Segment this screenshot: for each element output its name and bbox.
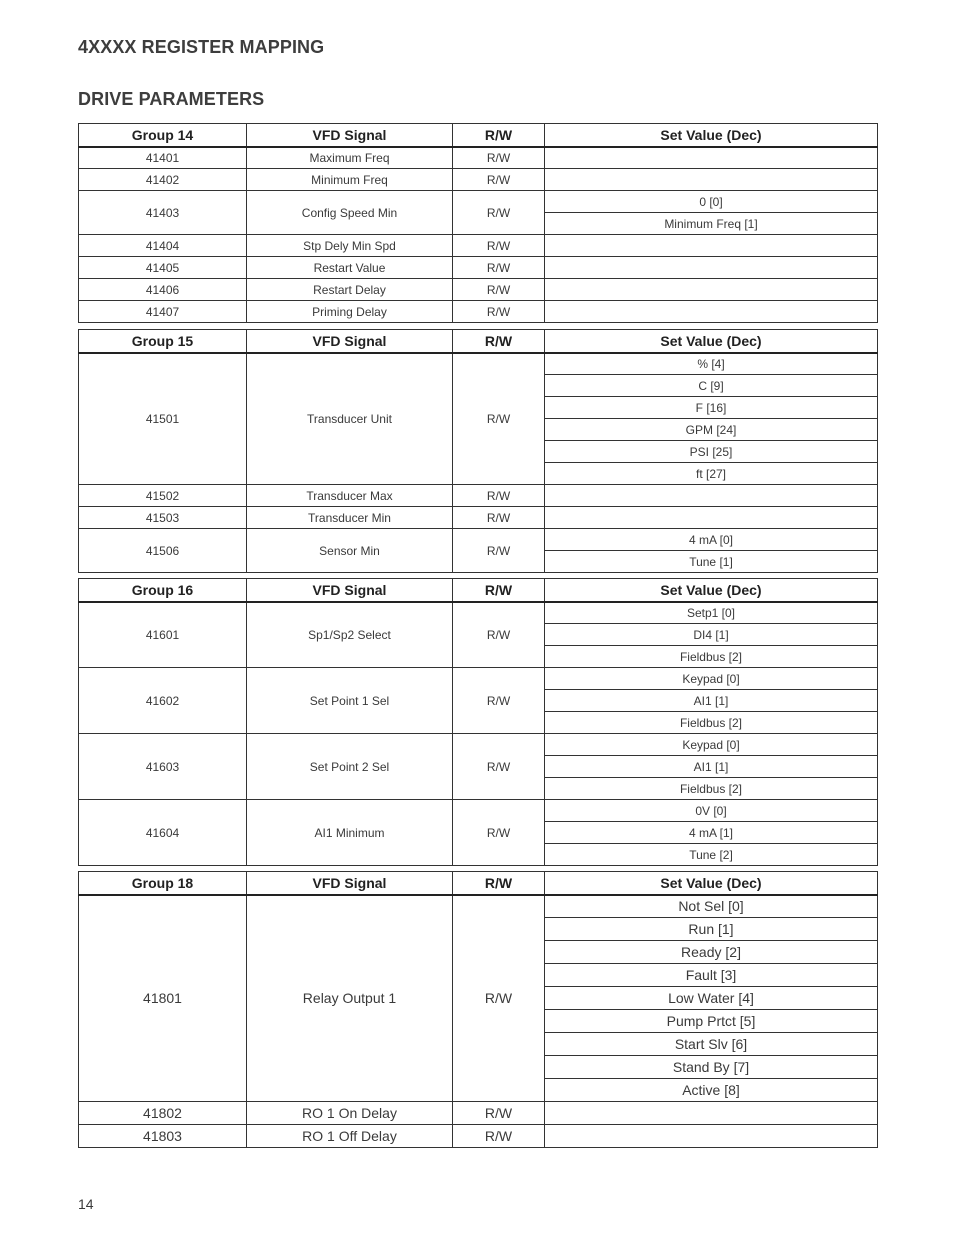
rw-cell: R/W [453,734,545,800]
set-value-cell: Tune [1] [545,551,878,573]
table-row [79,147,878,169]
register-cell: 41402 [79,169,247,191]
vfd-signal-cell: Relay Output 1 [247,895,453,1102]
rw-cell: R/W [453,235,545,257]
rw-cell: R/W [453,507,545,529]
rw-cell: R/W [453,800,545,866]
table-row [79,191,878,213]
group-18-table [78,871,878,1148]
vfd-signal-cell: Transducer Unit [247,353,453,485]
vfd-signal-cell: Transducer Max [247,485,453,507]
table-row [79,800,878,822]
rw-cell: R/W [453,1125,545,1148]
vfd-signal-cell: Set Point 1 Sel [247,668,453,734]
column-header: VFD Signal [247,579,453,602]
column-header: VFD Signal [247,124,453,147]
table-row [79,1102,878,1125]
set-value-cell: Minimum Freq [1] [545,213,878,235]
vfd-signal-cell: Priming Delay [247,301,453,323]
vfd-signal-cell: RO 1 Off Delay [247,1125,453,1148]
rw-cell: R/W [453,602,545,668]
rw-cell: R/W [453,191,545,235]
set-value-cell: Stand By [7] [545,1056,878,1079]
register-cell: 41501 [79,353,247,485]
vfd-signal-cell: Restart Delay [247,279,453,301]
column-header: Set Value (Dec) [545,579,878,602]
set-value-cell: Tune [2] [545,844,878,866]
column-header: Group 16 [79,579,247,602]
table-row [79,301,878,323]
table-row [79,169,878,191]
table-row [79,507,878,529]
register-cell: 41403 [79,191,247,235]
set-value-cell: 0V [0] [545,800,878,822]
column-header: Group 18 [79,872,247,895]
set-value-cell [545,485,878,507]
set-value-cell [545,1102,878,1125]
column-header: R/W [453,124,545,147]
set-value-cell: AI1 [1] [545,690,878,712]
register-cell: 41601 [79,602,247,668]
set-value-cell: AI1 [1] [545,756,878,778]
section-title: DRIVE PARAMETERS [78,89,265,109]
column-header: Set Value (Dec) [545,330,878,353]
vfd-signal-cell: Stp Dely Min Spd [247,235,453,257]
set-value-cell: Fault [3] [545,964,878,987]
set-value-cell: Fieldbus [2] [545,778,878,800]
set-value-cell: Pump Prtct [5] [545,1010,878,1033]
set-value-cell [545,507,878,529]
register-cell: 41801 [79,895,247,1102]
rw-cell: R/W [453,1102,545,1125]
vfd-signal-cell: Set Point 2 Sel [247,734,453,800]
vfd-signal-cell: Sp1/Sp2 Select [247,602,453,668]
register-cell: 41404 [79,235,247,257]
rw-cell: R/W [453,353,545,485]
register-cell: 41602 [79,668,247,734]
set-value-cell: C [9] [545,375,878,397]
rw-cell: R/W [453,257,545,279]
table-row [79,485,878,507]
register-cell: 41802 [79,1102,247,1125]
set-value-cell: Keypad [0] [545,668,878,690]
set-value-cell: Setp1 [0] [545,602,878,624]
register-cell: 41401 [79,147,247,169]
vfd-signal-cell: Sensor Min [247,529,453,573]
vfd-signal-cell: Transducer Min [247,507,453,529]
column-header: VFD Signal [247,330,453,353]
vfd-signal-cell: Maximum Freq [247,147,453,169]
set-value-cell: ft [27] [545,463,878,485]
table-row [79,602,878,624]
register-cell: 41803 [79,1125,247,1148]
table-row [79,257,878,279]
set-value-cell: % [4] [545,353,878,375]
group-14-table [78,123,878,323]
register-cell: 41407 [79,301,247,323]
set-value-cell [545,257,878,279]
vfd-signal-cell: Config Speed Min [247,191,453,235]
rw-cell: R/W [453,301,545,323]
set-value-cell: 4 mA [0] [545,529,878,551]
set-value-cell [545,301,878,323]
set-value-cell: DI4 [1] [545,624,878,646]
table-row [79,279,878,301]
column-header: R/W [453,579,545,602]
register-cell: 41506 [79,529,247,573]
set-value-cell: Fieldbus [2] [545,712,878,734]
register-cell: 41406 [79,279,247,301]
rw-cell: R/W [453,485,545,507]
table-row [79,668,878,690]
column-header: Set Value (Dec) [545,872,878,895]
rw-cell: R/W [453,529,545,573]
set-value-cell: Low Water [4] [545,987,878,1010]
set-value-cell: PSI [25] [545,441,878,463]
vfd-signal-cell: Minimum Freq [247,169,453,191]
column-header: R/W [453,330,545,353]
column-header: Group 15 [79,330,247,353]
rw-cell: R/W [453,169,545,191]
column-header: R/W [453,872,545,895]
register-cell: 41502 [79,485,247,507]
set-value-cell: Not Sel [0] [545,895,878,918]
register-cell: 41603 [79,734,247,800]
set-value-cell [545,1125,878,1148]
column-header: Set Value (Dec) [545,124,878,147]
rw-cell: R/W [453,279,545,301]
register-cell: 41405 [79,257,247,279]
table-row [79,734,878,756]
vfd-signal-cell: RO 1 On Delay [247,1102,453,1125]
table-header-row [79,872,878,895]
table-header-row [79,124,878,147]
table-row [79,895,878,918]
set-value-cell [545,235,878,257]
set-value-cell [545,169,878,191]
set-value-cell: Run [1] [545,918,878,941]
rw-cell: R/W [453,895,545,1102]
table-row [79,1125,878,1148]
table-row [79,235,878,257]
set-value-cell: Fieldbus [2] [545,646,878,668]
set-value-cell: GPM [24] [545,419,878,441]
vfd-signal-cell: AI1 Minimum [247,800,453,866]
table-row [79,529,878,551]
set-value-cell: 0 [0] [545,191,878,213]
table-header-row [79,579,878,602]
register-cell: 41604 [79,800,247,866]
group-16-table [78,578,878,866]
rw-cell: R/W [453,668,545,734]
set-value-cell: Keypad [0] [545,734,878,756]
table-row [79,353,878,375]
rw-cell: R/W [453,147,545,169]
register-cell: 41503 [79,507,247,529]
set-value-cell: Start Slv [6] [545,1033,878,1056]
set-value-cell: Ready [2] [545,941,878,964]
group-15-table [78,329,878,573]
table-header-row [79,330,878,353]
column-header: Group 14 [79,124,247,147]
set-value-cell [545,279,878,301]
page-title: 4XXXX REGISTER MAPPING [78,37,325,57]
column-header: VFD Signal [247,872,453,895]
set-value-cell [545,147,878,169]
set-value-cell: F [16] [545,397,878,419]
page-number: 14 [78,1196,94,1212]
set-value-cell: 4 mA [1] [545,822,878,844]
vfd-signal-cell: Restart Value [247,257,453,279]
set-value-cell: Active [8] [545,1079,878,1102]
